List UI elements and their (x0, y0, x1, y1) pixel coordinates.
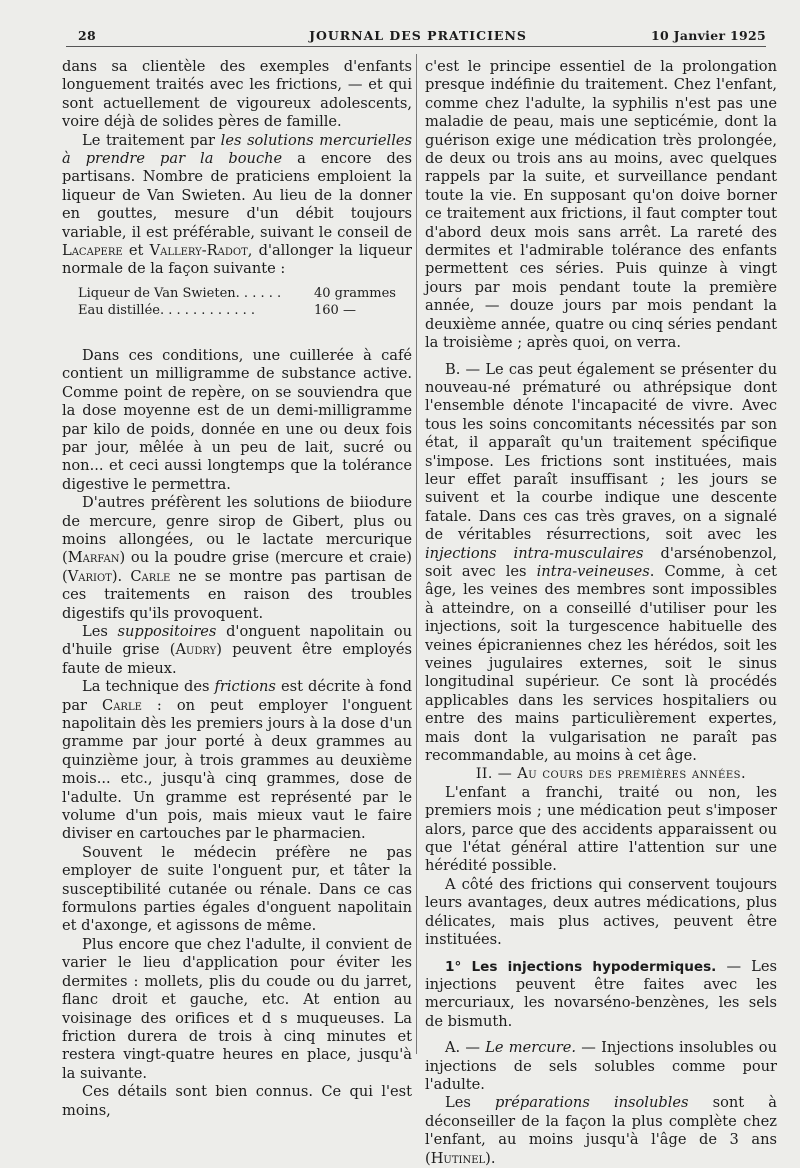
text-run: ). (111, 567, 131, 585)
paragraph (62, 678, 412, 844)
paragraph: Souvent le médecin préfère ne pas employer de suite l'onguent pur, et tâter la susceptibilité cutanée ou rénale. Dans ce cas formulons parties égales d'onguent napolitain et d'axonge, et agissons de même. (62, 843, 412, 935)
italic-run: les solutions mercurielles à prendre par la bouche (62, 131, 412, 168)
paragraph: dans sa clientèle des exemples d'enfants longuement traités avec les frictions, — et qui sont actuellement de vigoureux adolescents, voire déjà de solides pères de famille. (62, 58, 412, 131)
paragraph (425, 361, 777, 766)
issue-date: 10 Janvier 1925 (650, 28, 766, 43)
paragraph (425, 958, 777, 1032)
author-name: Audry (175, 641, 217, 659)
author-name: Marfan (67, 549, 120, 567)
italic-run: Le mercure. (485, 1039, 577, 1057)
text-run: ) peuvent être employés faute de mieux. (62, 641, 412, 677)
recipe-row (78, 302, 412, 319)
page-header (70, 28, 766, 48)
recipe-ingredient: Eau distillée. . . . . . . . . . . . (78, 302, 256, 318)
section-number: II. — (475, 766, 518, 783)
text-run: et (122, 242, 150, 260)
text-run: sont à déconseiller de la façon la plus complète chez l'enfant, au moins jusqu'à l'âge de 3 ans ( (425, 1094, 777, 1167)
text-run: A. — (445, 1039, 486, 1057)
italic-run: frictions (214, 678, 276, 696)
text-run: — Injections insolubles ou injections de sels solubles comme pour l'adulte. (425, 1039, 777, 1093)
author-name: Carle (102, 696, 142, 714)
text-run: D'autres préfèrent les solutions de biiodure de mercure, genre sirop de Gibert, plus ou moins allongées, ou le lactate mercurique ( (62, 494, 412, 567)
paragraph (425, 1094, 777, 1168)
paragraph: Dans ces conditions, une cuillerée à café contient un milligramme de substance active. Comme point de repère, on se souviendra que la dose moyenne est de un demi-milligramme par kilo de poids, donnée en une ou deux fois par jour, mêlée à un peu de lait, sucré ou non... et ceci aussi longtemps que la tolérance digestive le permettra. (62, 346, 412, 493)
recipe-row (78, 285, 412, 302)
italic-run: suppositoires (117, 622, 217, 640)
author-name: Hutinel (430, 1149, 486, 1167)
recipe-quantity: 40 grammes (314, 285, 396, 301)
author-name: Lacapere (62, 242, 123, 260)
recipe-list (78, 285, 412, 319)
text-run: B. — Le cas peut également se présenter du nouveau-né prématuré ou athrépsique dont l'ensemble dénote l'incapacité de vivre. Avec tous les soins concomitants nécessités par son état, il apparaît qu'un traitement spécifique s'impose. Les frictions sont instituées, mais leur effet paraît insuffisant ; les jours se suivent et la courbe indique une descente fatale. Dans ces cas très graves, on a signalé de véritables résurrections, soit avec les (425, 360, 777, 544)
text-run: Les (445, 1094, 495, 1112)
text-run: . Comme, à cet âge, les veines des membres sont impossibles à atteindre, on a conseillé d'utiliser pour les injections, soit la turgescence habituelle des veines épicraniennes chez les hérédos, soit les veines jugulaires externes, soit le sinus longitudinal supérieur. Ce sont là procédés applicables dans les services hospitaliers ou entre des mains particulièrement expertes, mais dont la vulgarisation ne paraît pas recommandable, au moins à cet âge. (425, 562, 777, 765)
text-run: a encore des partisans. Nombre de praticiens emploient la liqueur de Van Swieten. Au lieu de la donner en gouttes, mesure d'un débit toujours variable, il est préférable, suivant le conseil de (62, 150, 412, 241)
column-divider (416, 54, 417, 1054)
text-run: ne se montre pas partisan de ces traitements en raison des troubles digestifs qu'ils provoquent. (62, 567, 412, 622)
author-name: Vallery-Radot (149, 242, 248, 260)
paragraph (62, 132, 412, 279)
right-column (425, 58, 777, 1168)
section-heading (425, 765, 777, 783)
italic-run: injections intra-musculaires (425, 544, 644, 562)
text-run: ) ou la poudre grise (mercure et craie) ( (62, 549, 412, 585)
recipe-ingredient: Liqueur de Van Swieten. . . . . . (78, 285, 282, 301)
text-run: ). (485, 1149, 496, 1167)
text-run: d'arsénobenzol, soit avec les (425, 544, 777, 580)
author-name: Variot (67, 567, 112, 585)
paragraph: Plus encore que chez l'adulte, il convient de varier le lieu d'application pour éviter les dermites : mollets, plis du coude ou du jarret, flanc droit et gauche, etc. At ention au voisinage des orifices et d s muqueuses. La friction durera de trois à cinq minutes et restera vingt-quatre heures en place, jusqu'à la suivante. (62, 935, 412, 1082)
left-column (62, 58, 412, 1120)
header-rule (66, 46, 766, 47)
paragraph: A côté des frictions qui conservent toujours leurs avantages, deux autres médications, plus délicates, mais plus actives, peuvent être instituées. (425, 875, 777, 949)
paragraph: Ces détails sont bien connus. Ce qui l'est moins, (62, 1083, 412, 1119)
section-title: Au cours des premières années. (517, 765, 747, 783)
text-run: d'onguent napolitain ou d'huile grise ( (62, 622, 412, 659)
author-name: Carle (130, 567, 171, 585)
italic-run: intra-veineuses (536, 562, 650, 580)
italic-run: préparations insolubles (494, 1094, 689, 1112)
paragraph (62, 494, 412, 623)
page-number: 28 (78, 28, 96, 43)
paragraph: c'est le principe essentiel de la prolongation presque indéfinie du traitement. Chez l'enfant, comme chez l'adulte, la syphilis n'est pas une maladie de peau, mais une septicémie, dont la guérison exige une médication très prolongée, de deux ou trois ans au moins, avec quelques rappels par la suite, et surveillance pendant toute la vie. En supposant qu'on doive borner ce traitement aux frictions, il faut compter tout d'abord deux mois sans arrêt. La rareté des dermites et l'admirable tolérance des enfants permettent ces séries. Puis quinze à vingt jours par mois pendant toute la première année, — douze jours par mois pendant la deuxième année, quatre ou cinq séries pendant la troisième ; après quoi, on verra. (425, 58, 777, 352)
text-run: Les (82, 622, 118, 640)
text-run: Le traitement par (82, 131, 221, 149)
subheading: 1° Les injections hypodermiques. (445, 958, 717, 975)
text-run: La technique des (82, 678, 215, 696)
paragraph (62, 623, 412, 678)
recipe-quantity: 160 — (314, 302, 356, 318)
paragraph (425, 1039, 777, 1094)
journal-title: JOURNAL DES PRATICIENS (309, 28, 527, 43)
paragraph: L'enfant a franchi, traité ou non, les premiers mois ; une médication peut s'imposer alors, parce que des accidents apparaissent ou que l'état général attire l'attention sur une hérédité possible. (425, 783, 777, 875)
text-run: — Les injections peuvent être faites avec les mercuriaux, les novarséno-benzènes, les sels de bismuth. (425, 957, 777, 1030)
text-run: : on peut employer l'onguent napolitain dès les premiers jours à la dose d'un gramme par jour porté à deux grammes au quinzième jour, à trois grammes au deuxième mois... etc., jusqu'à cinq grammes, dose de l'adulte. Un gramme est représenté par le volume d'un pois, mais mieux vaut le faire diviser en cartouches par le pharmacien. (62, 696, 412, 843)
text-run: est décrite à fond par (62, 678, 412, 714)
text-run: , d'allonger la liqueur normale de la façon suivante : (62, 242, 412, 278)
